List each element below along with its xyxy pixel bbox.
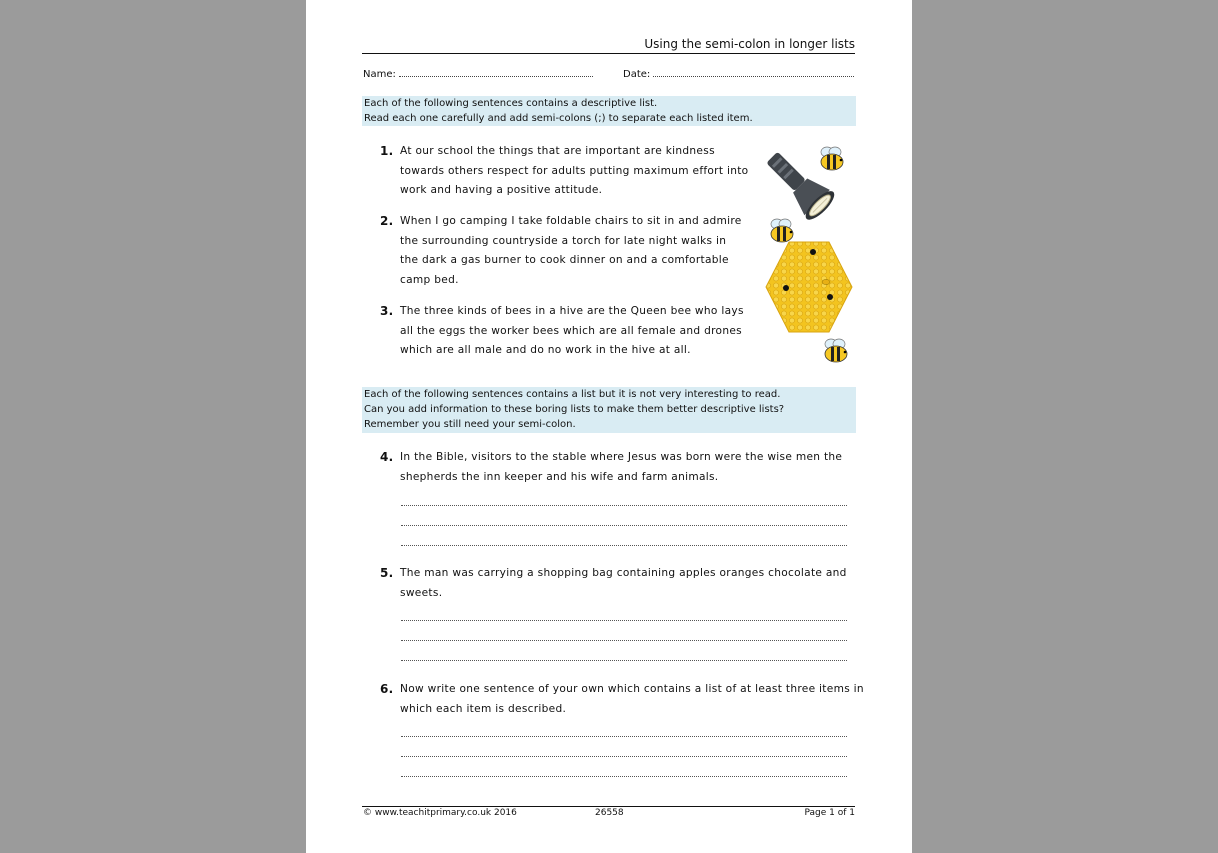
answer-line[interactable]	[401, 776, 847, 777]
answer-line[interactable]	[401, 756, 847, 757]
question-number: 1.	[380, 144, 394, 158]
name-blank	[399, 67, 593, 77]
answer-line[interactable]	[401, 505, 847, 506]
instruction-line: Each of the following sentences contains a descriptive list.	[364, 98, 658, 109]
question-line: In the Bible, visitors to the stable where Jesus was born were the wise men the	[400, 451, 843, 463]
date-field	[623, 67, 854, 80]
answer-line[interactable]	[401, 620, 847, 621]
answer-line[interactable]	[401, 545, 847, 546]
bee-icon	[818, 146, 846, 172]
question-line: At our school the things that are important are kindness	[400, 145, 715, 157]
question-1	[380, 142, 749, 201]
question-line: the surrounding countryside a torch for late night walks in	[400, 234, 727, 247]
question-4	[380, 448, 843, 487]
name-label: Name:	[363, 69, 396, 80]
page-title: Using the semi-colon in longer lists	[644, 37, 855, 51]
question-line: The man was carrying a shopping bag containing apples oranges chocolate and	[400, 567, 847, 579]
question-line: camp bed.	[400, 273, 459, 286]
answer-line[interactable]	[401, 660, 847, 661]
footer-divider	[362, 806, 855, 807]
footer-copyright: © www.teachitprimary.co.uk 2016	[363, 808, 517, 818]
worksheet-page	[306, 0, 912, 853]
question-line: all the eggs the worker bees which are all female and drones	[400, 324, 742, 337]
date-label: Date:	[623, 69, 651, 80]
question-line: towards others respect for adults putting maximum effort into	[400, 164, 749, 177]
question-number: 3.	[380, 304, 394, 318]
question-number: 6.	[380, 682, 394, 696]
question-line: Now write one sentence of your own which contains a list of at least three items in	[400, 683, 864, 695]
name-field	[363, 67, 593, 80]
date-blank	[653, 67, 854, 77]
question-3	[380, 302, 744, 361]
question-6	[380, 680, 864, 719]
question-line: which each item is described.	[400, 702, 567, 715]
footer-code: 26558	[595, 808, 624, 818]
instruction-line: Can you add information to these boring lists to make them better descriptive lists?	[364, 404, 785, 415]
footer-page-number: Page 1 of 1	[804, 808, 855, 818]
instruction-banner-1	[362, 96, 856, 126]
answer-line[interactable]	[401, 525, 847, 526]
instruction-line: Read each one carefully and add semi-colons (;) to separate each listed item.	[364, 113, 753, 124]
question-line: shepherds the inn keeper and his wife and farm animals.	[400, 470, 719, 483]
question-number: 2.	[380, 214, 394, 228]
question-line: the dark a gas burner to cook dinner on and a comfortable	[400, 254, 729, 266]
question-5	[380, 564, 847, 603]
question-number: 5.	[380, 566, 394, 580]
question-line: which are all male and do no work in the hive at all.	[400, 344, 691, 356]
question-2	[380, 212, 742, 290]
header-divider	[362, 53, 855, 54]
answer-line[interactable]	[401, 736, 847, 737]
question-number: 4.	[380, 450, 394, 464]
instruction-banner-2	[362, 387, 856, 433]
question-line: work and having a positive attitude.	[400, 184, 603, 196]
question-line: When I go camping I take foldable chairs to sit in and admire	[400, 215, 742, 227]
honeycomb-icon	[764, 240, 854, 334]
bee-icon	[822, 338, 850, 364]
instruction-line: Each of the following sentences contains a list but it is not very interesting to read.	[364, 389, 781, 400]
question-line: sweets.	[400, 586, 443, 599]
answer-line[interactable]	[401, 640, 847, 641]
instruction-line: Remember you still need your semi-colon.	[364, 419, 576, 430]
question-line: The three kinds of bees in a hive are the Queen bee who lays	[400, 305, 744, 317]
